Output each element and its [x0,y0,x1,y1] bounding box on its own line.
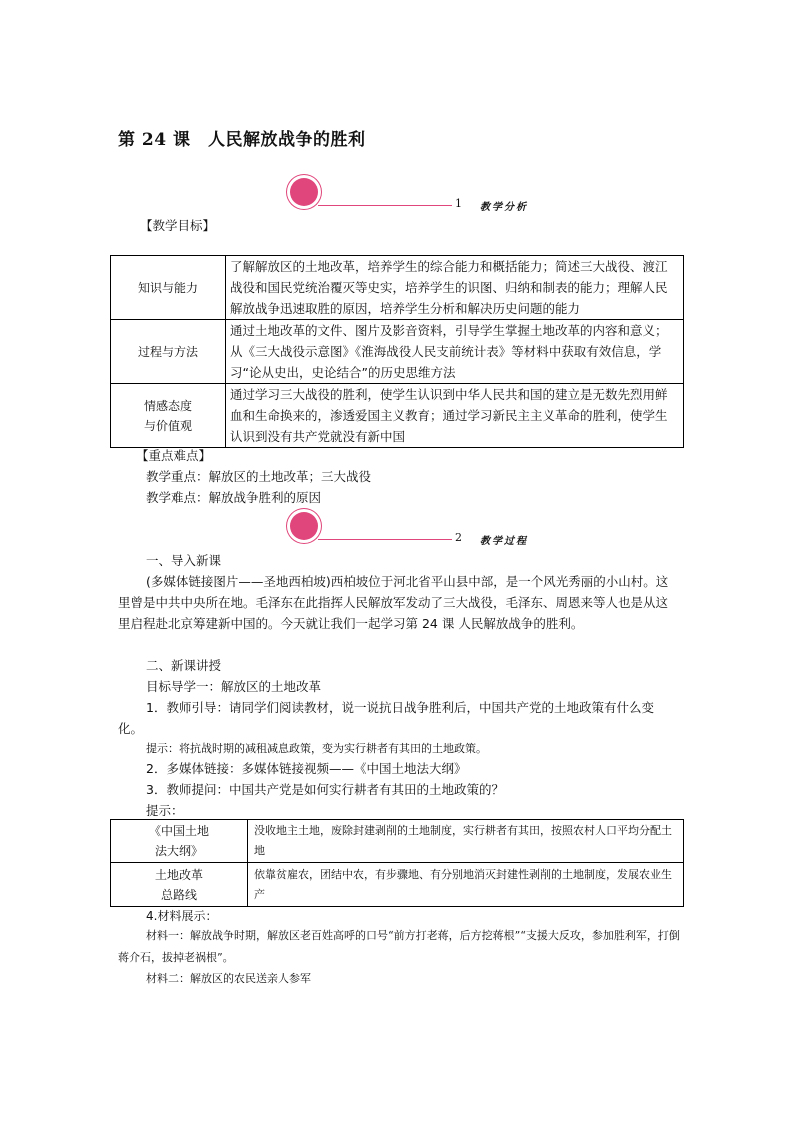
key-point: 教学重点：解放区的土地改革；三大战役 [146,469,372,484]
section-marker-circle [290,178,318,206]
goal-content: 通过土地改革的文件、图片及影音资料，引导学生掌握土地改革的内容和意义；从《三大战役示意图》《淮海战役人民支前统计表》等材料中获取有效信息，学习“论从史出，史论结合”的历史思维方法 [226,320,684,384]
goal-label: 过程与方法 [111,320,226,384]
page-title: 第 24 课 人民解放战争的胜利 [118,130,366,150]
difficulty: 教学难点：解放战争胜利的原因 [146,490,322,505]
item-2: 2．多媒体链接：多媒体链接视频——《中国土地法大纲》 [146,761,467,776]
land-label: 《中国土地 法大纲》 [111,820,248,863]
hint-1: 提示：将抗战时期的减租减息政策，变为实行耕者有其田的土地政策。 [146,742,487,755]
section-label: 教学分析 [480,202,528,213]
goal-label: 知识与能力 [111,256,226,320]
material-1: 材料一：解放战争时期，解放区老百姓高呼的口号“前方打老蒋，后方挖蒋根”“支援大反攻，参加胜利军，打倒蒋介石，拔掉老祸根”。 [118,929,680,964]
table-row [111,256,684,320]
item-1: 1．教师引导：请同学们阅读教材，说一说抗日战争胜利后，中国共产党的土地政策有什么变化。 [118,700,654,736]
target-heading: 目标导学一：解放区的土地改革 [146,679,322,694]
land-label: 土地改革 总路线 [111,863,248,907]
land-reform-table [110,819,684,907]
part2-heading: 二、新课讲授 [146,658,222,673]
item-4: 4.材料展示： [146,909,218,923]
section-label: 教学过程 [480,536,528,547]
key-heading: 【重点难点】 [136,448,212,463]
section-marker-line [318,205,452,206]
table-row [111,384,684,448]
hint-3: 提示： [146,803,184,818]
material-2: 材料二：解放区的农民送亲人参军 [146,972,311,985]
goal-content: 了解解放区的土地改革，培养学生的综合能力和概括能力；简述三大战役、渡江战役和国民党统治覆灭等史实，培养学生的识图、归纳和制表的能力；理解人民解放战争迅速取胜的原因，培养学生分析和解决历史问题的能力 [226,256,684,320]
section-number: 2 [455,531,462,544]
land-content: 没收地主土地，废除封建剥削的土地制度，实行耕者有其田，按照农村人口平均分配土地 [248,820,684,863]
goals-heading: 【教学目标】 [140,218,216,233]
goal-label: 情感态度 与价值观 [111,384,226,448]
part1-heading: 一、导入新课 [146,553,222,568]
section-marker-line [318,539,452,540]
land-content: 依靠贫雇农，团结中农，有步骤地、有分别地消灭封建性剥削的土地制度，发展农业生产 [248,863,684,907]
intro-paragraph: (多媒体链接图片——圣地西柏坡)西柏坡位于河北省平山县中部，是一个风光秀丽的小山村。这里曾是中共中央所在地。毛泽东在此指挥人民解放军发动了三大战役，毛泽东、周恩来等人也是从这里启程赴北京筹建新中国的。今天就让我们一起学习第 24 课 人民解放战争的胜利。 [118,574,669,631]
item-3: 3．教师提问：中国共产党是如何实行耕者有其田的土地政策的？ [146,782,504,797]
table-row [111,320,684,384]
table-row [111,863,684,907]
goal-content: 通过学习三大战役的胜利，使学生认识到中华人民共和国的建立是无数先烈用鲜血和生命换来的，渗透爱国主义教育；通过学习新民主主义革命的胜利，使学生认识到没有共产党就没有新中国 [226,384,684,448]
goals-table [110,255,684,448]
section-number: 1 [455,197,462,210]
table-row [111,820,684,863]
section-marker-circle [290,512,318,540]
